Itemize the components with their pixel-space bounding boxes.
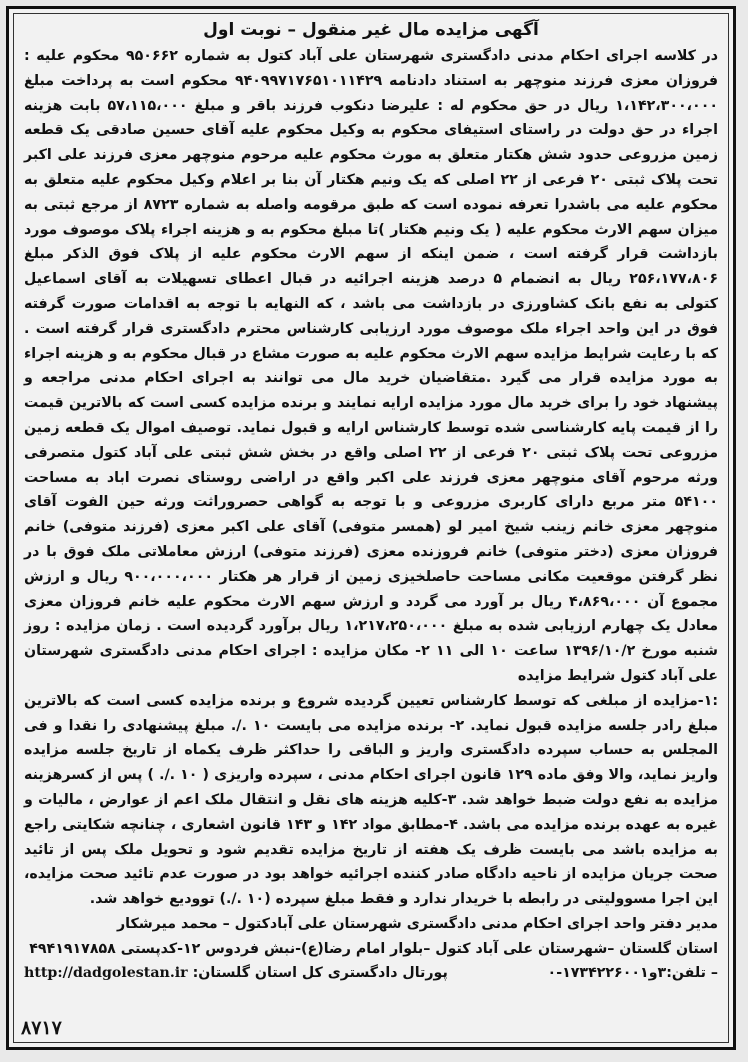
auction-conditions: :۱-مزایده از مبلغی که توسط کارشناس تعیین گردیده شروع و برنده مزایده کسی است که بالاترین مبلغ رادر جلسه مزایده قبول نماید. ۲- برنده مزایده می بایست ۱۰ ./. مبلغ پیشنهادی را نقدا و فی المجلس به حساب سپرده دادگستری واریز و الباقی را حداکثر ظرف یکماه از تاریخ جلسه مزایده واریز نماید، والا وفق ماده ۱۲۹ قانون اجرای احکام مدنی ، سپرده واریزی ( ۱۰ ./. ) پس از کسرهزینه مزایده به نفع دولت ضبط خواهد شد. ۳-کلیه هزینه های نقل و انتقال ملک اعم از عوارض ، مالیات و غیره به عهده برنده مزایده می باشد. ۴-مطابق مواد ۱۴۲ و ۱۴۳ قانون اشعاری ، چنانچه شکایتی راجع به مزایده باشد می بایست ظرف یک هفته از تاریخ مزایده تقدیم شود و تحویل ملک پس از تائید صحت جریان مزایده از ناحیه دادگاه صادر کننده اجرائیه خواهد بود در صورت عدم تائید صحت مزایده، این اجرا مسوولیتی در رابطه با خریدار ندارد و فقط مبلغ سپرده (۱۰ ./.) توودیع خواهد شد. <box>24 692 719 908</box>
contact-row <box>24 961 718 986</box>
portal-url-link[interactable]: http://dadgolestan.ir <box>24 965 188 982</box>
portal-line <box>24 961 448 986</box>
notice-footer <box>24 912 718 986</box>
portal-label: پورتال دادگستری کل استان گلستان: <box>192 965 448 982</box>
notice-main-paragraph: در کلاسه اجرای احکام مدنی دادگستری شهرستان علی آباد کتول به شماره ۹۵۰۶۶۲ محکوم علیه : فروزان معزی فرزند منوچهر به استناد دادنامه ۹۴۰۹۹۷۱۷۶۵۱۰۱۱۴۲۹ محکوم است به پرداخت مبلغ ۱،۱۴۲،۳۰۰،۰۰۰ ریال در حق محکوم له : علیرضا دنکوب فرزند باقر و مبلغ ۵۷،۱۱۵،۰۰۰ بابت هزینه اجراء در حق دولت در راستای استیفای محکوم به وکیل محکوم علیه آقای حسین صادقی یک قطعه زمین مزروعی حدود شش هکتار متعلق به مورث محکوم علیه مرحوم منوچهر معزی فرزند علی اکبر تحت پلاک ثبتی ۲۰ فرعی از ۲۲ اصلی که یک ونیم هکتار آن بنا بر اعلام وکیل محکوم علیه متعلق به محکوم علیه می باشدرا تعرفه نموده است که طبق مرقومه واصله به شماره ۸۷۲۳ از مرجع ثبتی به میزان سهم الارث محکوم علیه ( یک ونیم هکتار )تا مبلغ محکوم به و هزینه اجراء پلاک موصوف مورد بازداشت قرار گرفته است ، ضمن اینکه از سهم الارث محکوم علیه از پلاک فوق الذکر مبلغ ۲۵۶،۱۷۷،۸۰۶ ریال به انضمام ۵ درصد هزینه اجرائیه در قبال اعطای تسهیلات به آقای اسماعیل کتولی به نفع بانک کشاورزی در بازداشت می باشد ، که النهایه با توجه به اقدامات صورت گرفته فوق در این واحد اجراء ملک موصوف مورد ارزیابی کارشناس محترم دادگستری قرار گرفته است . که با رعایت شرایط مزایده سهم الارث محکوم علیه به صورت مشاع در قبال محکوم به و هزینه اجراء به مورد مزایده قرار می گیرد .متقاضیان خرید مال می توانند به اجرای احکام مدنی مراجعه و پیشنهاد خود را برای خرید مال مورد مزایده ارایه نمایند و برنده مزایده کسی است که بالاترین قیمت را از قیمت پایه کارشناسی شده توسط کارشناس ارایه و قبول نماید. توصیف اموال یک قطعه زمین مزروعی تحت پلاک ثبتی ۲۰ فرعی از ۲۲ اصلی واقع در بخش شش ثبتی علی آباد کتول متصرفی ورثه مرحوم آقای منوچهر معزی فرزند علی اکبر واقع در اراضی روستای نصرت اباد به مساحت ۵۴۱۰۰ متر مربع دارای کاربری مزروعی و با توجه به گواهی حصروراثت ورثه حین الفوت آقای منوچهر معزی خانم زینب شیخ امیر لو (همسر متوفی) آقای علی اکبر معزی (فرزند متوفی) خانم فروزان معزی (دختر متوفی) خانم فروزنده معزی (فرزند متوفی) ارزش معاملاتی ملک فوق با در نظر گرفتن موقعیت مکانی مساحت حاصلخیزی زمین از قرار هر هکتار ۹۰۰،۰۰۰،۰۰۰ ریال و ارزش مجموع آن ۴،۸۶۹،۰۰۰ ریال بر آورد می گردد و ارزش سهم الارث محکوم علیه خانم فروزان معزی معادل یک چهارم ارزیابی شده به مبلغ ۱،۲۱۷،۲۵۰،۰۰۰ ریال برآورد گردیده است . زمان مزایده : روز شنبه مورخ ۱۳۹۶/۱۰/۲ ساعت ۱۰ الی ۱۱ ۲- مکان مزایده : اجرای احکام مدنی دادگستری شهرستان علی آباد کتول شرایط مزایده <box>24 48 719 684</box>
notice-code: ۸۷۱۷ <box>21 1017 62 1039</box>
notice-frame <box>6 6 736 1050</box>
notice-content <box>13 13 729 1043</box>
notice-body <box>24 44 718 912</box>
phone-line: – تلفن:۳و۱۷۳۴۲۲۶۰۰۱-۰ <box>547 965 718 982</box>
notice-title: آگهی مزایده مال غیر منقول – نوبت اول <box>203 20 539 40</box>
address-line: استان گلستان –شهرستان علی آباد کتول –بلوار امام رضا(ع)-نبش فردوس ۱۲-کدپستی ۴۹۴۱۹۱۷۸۵۸ <box>29 940 718 957</box>
signature-line: مدیر دفتر واحد اجرای احکام مدنی دادگستری شهرستان علی آبادکتول – محمد میرشکار <box>116 915 718 932</box>
